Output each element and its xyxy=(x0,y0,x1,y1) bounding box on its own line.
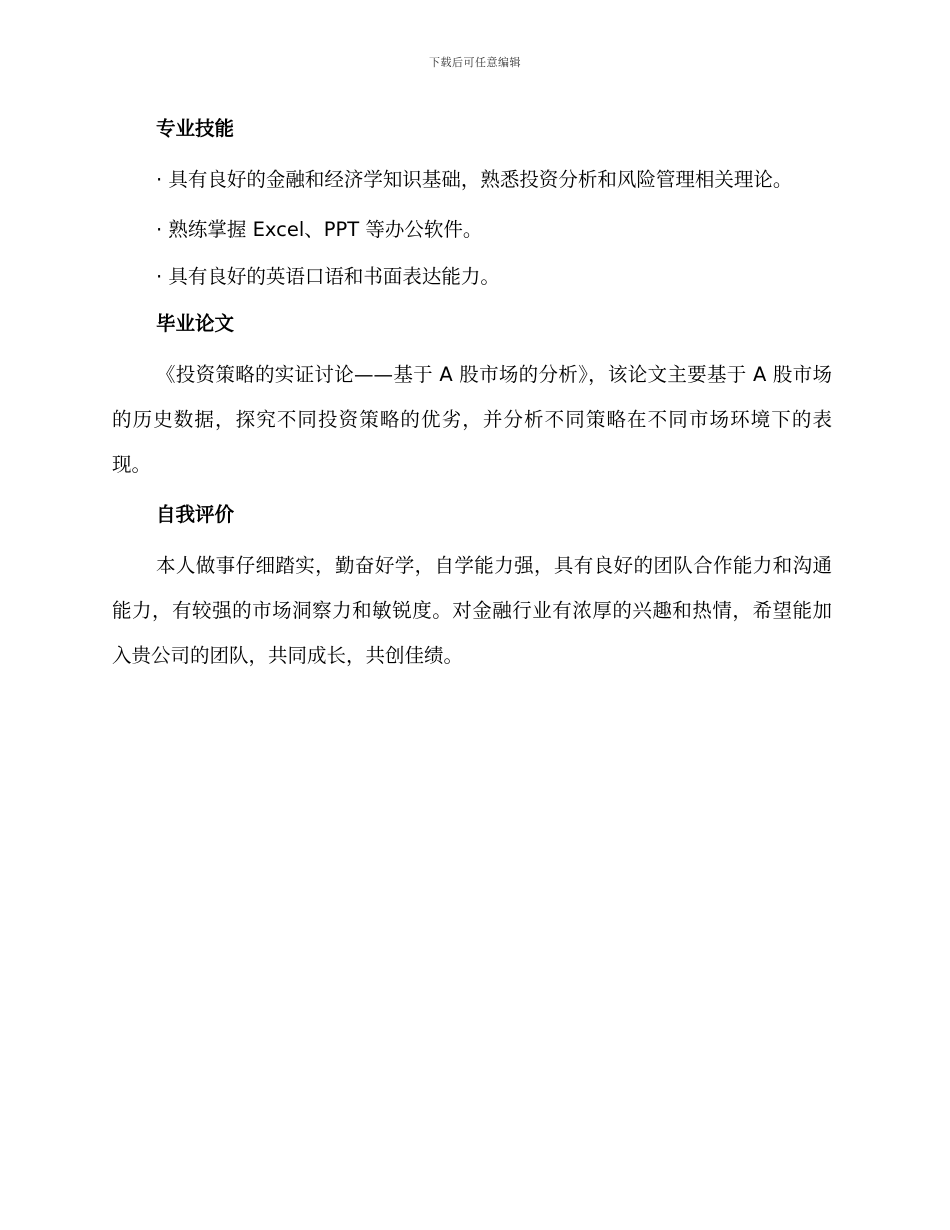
skill-item: · 具有良好的金融和经济学知识基础，熟悉投资分析和风险管理相关理论。 xyxy=(156,168,793,191)
document-content xyxy=(112,110,832,687)
header-note: 下载后可任意编辑 xyxy=(429,56,521,69)
thesis-paragraph: 《投资策略的实证讨论——基于 A 股市场的分析》，该论文主要基于 A 股市场的历史数据，探究不同投资策略的优劣，并分析不同策略在不同市场环境下的表现。 xyxy=(112,363,832,476)
section-title-skills: 专业技能 xyxy=(156,117,235,140)
section-title-thesis: 毕业论文 xyxy=(156,312,235,335)
skill-item: · 具有良好的英语口语和书面表达能力。 xyxy=(156,265,500,288)
section-title-self-eval: 自我评价 xyxy=(156,503,235,526)
self-eval-paragraph: 本人做事仔细踏实，勤奋好学，自学能力强，具有良好的团队合作能力和沟通能力，有较强的市场洞察力和敏锐度。对金融行业有浓厚的兴趣和热情，希望能加入贵公司的团队，共同成长，共创佳绩。 xyxy=(112,554,832,667)
skill-item: · 熟练掌握 Excel、PPT 等办公软件。 xyxy=(156,218,483,241)
